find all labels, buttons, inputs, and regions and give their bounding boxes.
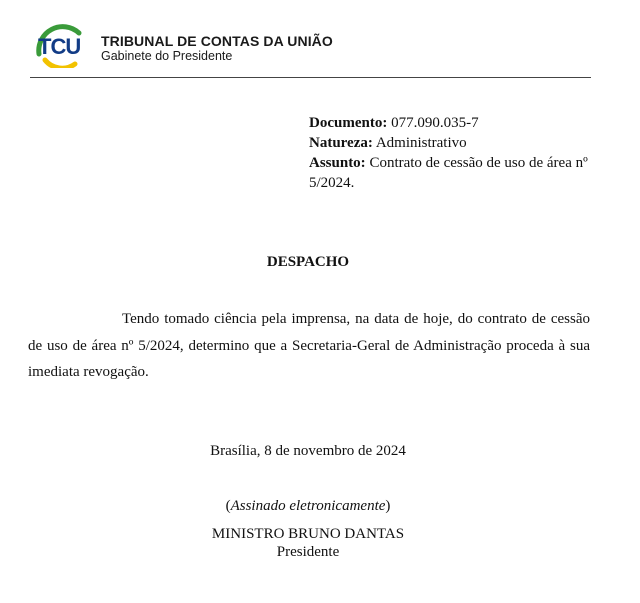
signatory-name: MINISTRO BRUNO DANTAS xyxy=(211,526,405,542)
header-divider xyxy=(30,77,591,78)
body-text: Tendo tomado ciência pela imprensa, na data de hoje, do contrato de cessão de uso de área nº 5/2024, determino que a Secretaria-Geral de Administração proceda à sua imediata revogação. xyxy=(28,311,590,380)
document-metadata xyxy=(309,113,594,193)
documento-row xyxy=(309,113,594,133)
assunto-label: Assunto: xyxy=(309,155,366,171)
office-name: Gabinete do Presidente xyxy=(101,49,233,63)
electronic-signature-text: Assinado eletronicamente xyxy=(230,498,386,514)
natureza-value: Administrativo xyxy=(375,135,467,151)
documento-value: 077.090.035-7 xyxy=(391,115,479,131)
place-date: Brasília, 8 de novembro de 2024 xyxy=(210,443,406,459)
document-title: DESPACHO xyxy=(266,254,350,270)
tcu-logo xyxy=(35,24,95,68)
natureza-row xyxy=(309,133,594,153)
documento-label: Documento: xyxy=(309,115,388,131)
signatory-position: Presidente xyxy=(276,544,340,560)
organization-name: TRIBUNAL DE CONTAS DA UNIÃO xyxy=(101,33,333,49)
natureza-label: Natureza: xyxy=(309,135,373,151)
assunto-value: Contrato de cessão de uso de área nº 5/2024. xyxy=(309,155,588,191)
logo-wordmark: TCU xyxy=(38,34,81,59)
assunto-row xyxy=(309,153,594,193)
electronic-signature-note: (Assinado eletronicamente) xyxy=(225,498,391,514)
body-paragraph xyxy=(28,306,590,386)
